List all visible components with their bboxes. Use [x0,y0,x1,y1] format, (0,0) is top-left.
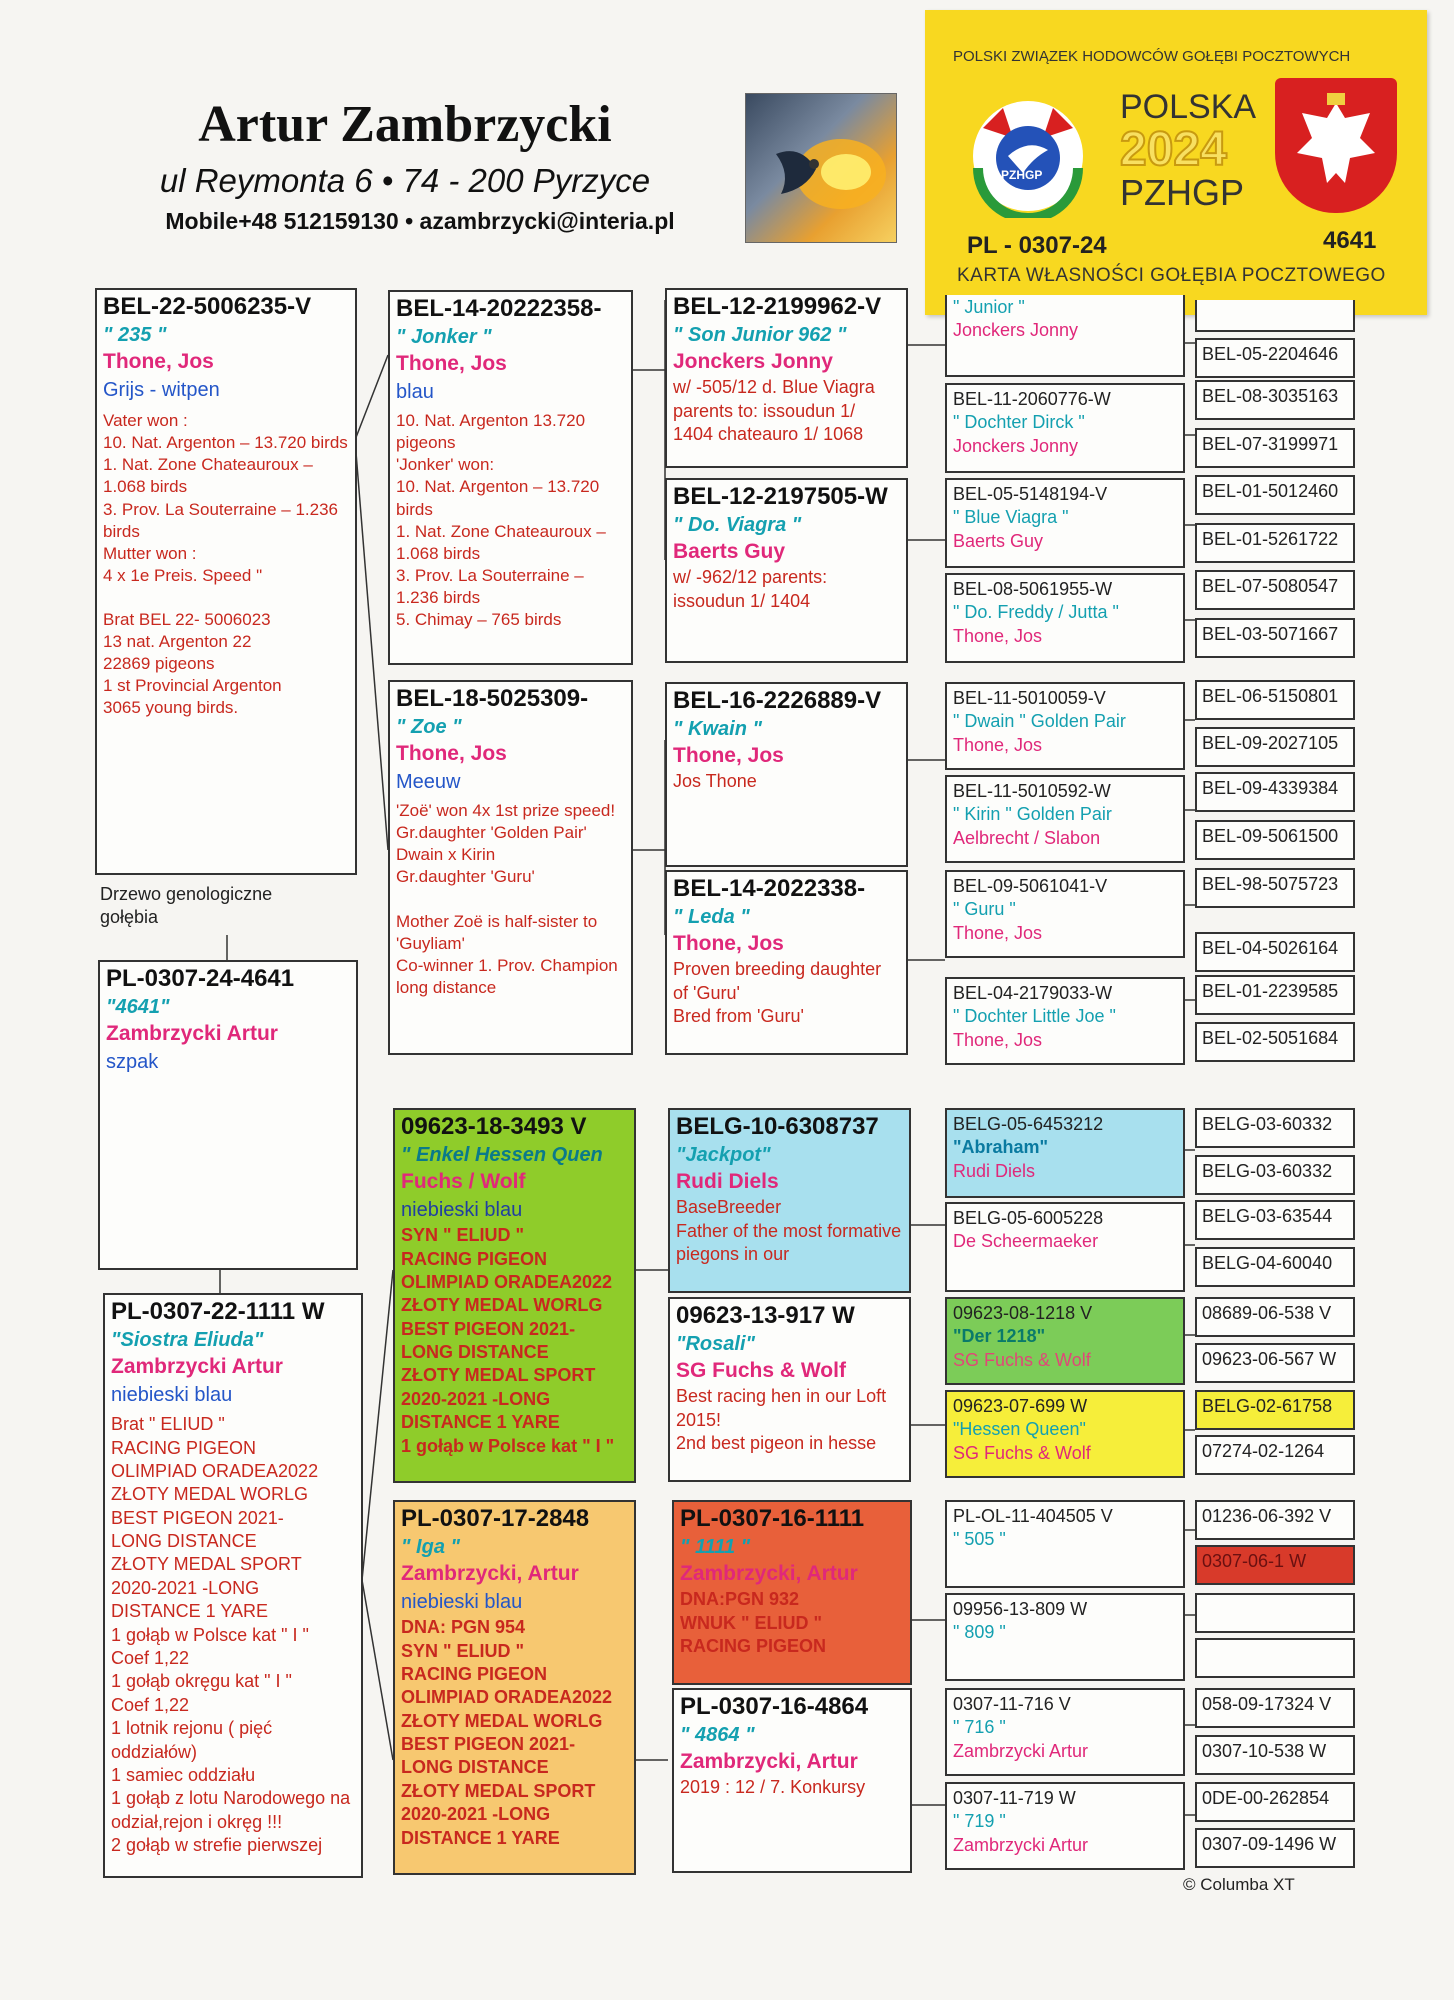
g4-cell-13[interactable]: BEL-04-5026164 [1195,932,1355,972]
ggp-owner: Jonckers Jonny [673,349,833,373]
g4-cell-9[interactable]: BEL-09-2027105 [1195,727,1355,767]
ggp-notes: DNA:PGN 932 WNUK " ELIUD " RACING PIGEON [680,1589,827,1656]
g3-name: " 809 " [953,1622,1006,1643]
ggp-name: " Do. Viagra " [673,513,802,536]
g4-cell-1[interactable]: BEL-05-2204646 [1195,338,1355,378]
g3-ring: 09956-13-809 W [953,1599,1088,1619]
ggp-card-6[interactable] [672,1500,912,1685]
g3-card-10[interactable] [945,1297,1185,1385]
g3-ring: BEL-11-2060776-W [953,389,1111,409]
g3-name: "Hessen Queen" [953,1419,1086,1440]
g3-owner: SG Fuchs & Wolf [953,1442,1091,1463]
g3-owner: Thone, Jos [953,734,1043,755]
ggp-owner: Zambrzycki, Artur [680,1561,858,1585]
card-org: POLSKI ZWIĄZEK HODOWCÓW GOŁĘBI POCZTOWYCH [953,48,1351,65]
gp-color: blau [396,381,434,404]
g4-cell-18[interactable]: BELG-03-63544 [1195,1200,1355,1240]
ggp-owner: Thone, Jos [673,931,784,955]
dam-name: "Siostra Eliuda" [111,1328,264,1351]
g4-cell-3[interactable]: BEL-07-3199971 [1195,428,1355,468]
gp-card-3[interactable] [393,1500,636,1875]
g3-owner: Baerts Guy [953,530,1044,551]
card-pzhgp: PZHGP [1120,172,1245,213]
gp-ring: BEL-14-20222358- [396,295,602,322]
subject-owner: Zambrzycki Artur [106,1021,278,1045]
g4-cell-20[interactable]: 08689-06-538 V [1195,1297,1355,1337]
g3-owner: Jonckers Jonny [953,320,1079,341]
gp-name: " Zoe " [396,715,462,738]
ggp-notes: Proven breeding daughter of 'Guru' Bred from 'Guru' [673,959,882,1026]
g3-name: " 505 " [953,1529,1006,1550]
ggp-owner: Thone, Jos [673,743,784,767]
g3-card-15[interactable] [945,1782,1185,1870]
sire-card[interactable] [95,288,357,875]
card-footer: KARTA WŁASNOŚCI GOŁĘBIA POCZTOWEGO [957,265,1386,286]
g4-cell-17[interactable]: BELG-03-60332 [1195,1155,1355,1195]
ggp-notes: w/ -505/12 d. Blue Viagra parents to: issoudun 1/ 1404 chateauro 1/ 1068 [673,377,875,444]
g3-card-12[interactable] [945,1500,1185,1588]
sire-name: " 235 " [103,323,167,346]
g3-owner: De Scheermaeker [953,1231,1099,1252]
ggp-card-0[interactable] [665,288,908,468]
g3-ring: BELG-05-6453212 [953,1114,1104,1134]
g4-cell-26[interactable] [1195,1593,1355,1633]
g4-cell-22[interactable]: BELG-02-61758 [1195,1390,1355,1430]
g4-cell-31[interactable]: 0307-09-1496 W [1195,1828,1355,1868]
ggp-ring: BELG-10-6308737 [676,1113,879,1140]
g3-name: " Dochter Little Joe " [953,1006,1116,1027]
ggp-ring: PL-0307-16-1111 [680,1505,865,1532]
g4-cell-29[interactable]: 0307-10-538 W [1195,1735,1355,1775]
breeder-address: ul Reymonta 6 • 74 - 200 Pyrzyce [159,162,651,199]
gp-card-1[interactable] [388,680,633,1055]
sire-ring: BEL-22-5006235-V [103,293,312,320]
g3-name: "Der 1218" [953,1326,1046,1347]
ownership-card [925,10,1427,315]
g3-owner: Rudi Diels [953,1160,1036,1181]
breeder-contact: Mobile+48 512159130 • azambrzycki@interia.pl [165,208,675,234]
g4-cell-16[interactable]: BELG-03-60332 [1195,1108,1355,1148]
g3-name: " 719 " [953,1811,1006,1832]
gp-color: niebieski blau [401,1591,523,1614]
ggp-owner: Zambrzycki, Artur [680,1749,858,1773]
g4-cell-11[interactable]: BEL-09-5061500 [1195,820,1355,860]
g4-cell-8[interactable]: BEL-06-5150801 [1195,680,1355,720]
g4-cell-5[interactable]: BEL-01-5261722 [1195,523,1355,563]
g4-cell-6[interactable]: BEL-07-5080547 [1195,570,1355,610]
ggp-name: " Leda " [673,905,750,928]
ggp-notes: 2019 : 12 / 7. Konkursy [680,1777,866,1798]
card-country: POLSKA [1120,88,1257,126]
g3-card-6[interactable] [945,870,1185,958]
ggp-notes: BaseBreeder Father of the most formative piegons in our [676,1197,902,1264]
g3-name: " 716 " [953,1717,1006,1738]
sire-owner: Thone, Jos [103,349,214,373]
dam-color: niebieski blau [111,1384,233,1407]
ggp-card-4[interactable] [668,1108,911,1293]
gp-owner: Thone, Jos [396,741,507,765]
g3-card-7[interactable] [945,977,1185,1065]
ggp-ring: PL-0307-16-4864 [680,1693,869,1720]
pzhgp-logo-icon [963,88,1093,218]
g3-ring: 0307-11-719 W [953,1788,1076,1808]
g3-card-5[interactable] [945,775,1185,863]
g4-cell-28[interactable]: 058-09-17324 V [1195,1688,1355,1728]
g4-cell-21[interactable]: 09623-06-567 W [1195,1343,1355,1383]
dam-ring: PL-0307-22-1111 W [111,1298,325,1325]
g3-name: " Blue Viagra " [953,507,1069,528]
g4-cell-25[interactable]: 0307-06-1 W [1195,1545,1355,1585]
ggp-notes: Jos Thone [673,771,757,792]
eagle-icon [1275,78,1397,213]
g3-ring: BEL-11-5010059-V [953,688,1106,708]
pigeon-photo [745,93,897,243]
ggp-name: " 4864 " [680,1723,755,1746]
gp-color: niebieski blau [401,1199,523,1222]
gp-notes: DNA: PGN 954 SYN " ELIUD " RACING PIGEON OLIMPIAD ORADEA2022 ZŁOTY MEDAL WORLG BEST PIGEON 2021- LONG DISTANCE ZŁOTY MEDAL SPORT 2020-2021 -LONG DISTANCE 1 YARE [401,1617,613,1848]
ggp-card-3[interactable] [665,870,908,1055]
g3-owner: Jonckers Jonny [953,435,1079,456]
g3-card-14[interactable] [945,1688,1185,1776]
g4-cell-15[interactable]: BEL-02-5051684 [1195,1022,1355,1062]
g3-ring: BEL-11-5010592-W [953,781,1111,801]
g3-ring: BEL-04-2179033-W [953,983,1113,1003]
g3-card-0[interactable] [945,295,1185,377]
g3-owner: Zambrzycki Artur [953,1740,1089,1761]
ggp-owner: SG Fuchs & Wolf [676,1358,846,1382]
g3-card-4[interactable] [945,682,1185,770]
g3-name: "Abraham" [953,1137,1049,1158]
gp-notes: SYN " ELIUD " RACING PIGEON OLIMPIAD ORADEA2022 ZŁOTY MEDAL WORLG BEST PIGEON 2021- LONG DISTANCE ZŁOTY MEDAL SPORT 2020-2021 -LONG DISTANCE 1 YARE 1 gołąb w Polsce kat " I " [401,1225,615,1456]
g3-name: " Guru " [953,899,1016,920]
g4-cell-24[interactable]: 01236-06-392 V [1195,1500,1355,1540]
gp-owner: Fuchs / Wolf [401,1169,526,1193]
g4-cell-23[interactable]: 07274-02-1264 [1195,1435,1355,1475]
ggp-card-5[interactable] [668,1297,911,1482]
g3-owner: Aelbrecht / Slabon [953,827,1101,848]
subject-ring: PL-0307-24-4641 [106,965,295,992]
dam-notes: Brat " ELIUD " RACING PIGEON OLIMPIAD ORADEA2022 ZŁOTY MEDAL WORLG BEST PIGEON 2021- LONG DISTANCE ZŁOTY MEDAL SPORT 2020-2021 -LONG DISTANCE 1 YARE 1 gołąb w Polsce kat " I " Coef 1,22 1 gołąb okręgu kat " I " Coef 1,22 1 lotnik rejonu ( pięć oddziałów) 1 samiec oddziału 1 gołąb z lotu Narodowego na odział,rejon i okręg !!! 2 gołąb w strefie pierwszej [111,1414,351,1856]
gp-owner: Thone, Jos [396,351,507,375]
g4-cell-14[interactable]: BEL-01-2239585 [1195,975,1355,1015]
g3-card-2[interactable] [945,478,1185,568]
g3-owner: SG Fuchs & Wolf [953,1349,1091,1370]
ggp-owner: Baerts Guy [673,539,786,563]
g3-ring: BELG-05-6005228 [953,1208,1104,1228]
dam-owner: Zambrzycki Artur [111,1354,283,1378]
gp-name: " Jonker " [396,325,492,348]
g4-cell-7[interactable]: BEL-03-5071667 [1195,618,1355,658]
dam-card[interactable] [103,1293,363,1878]
g4-cell-30[interactable]: 0DE-00-262854 [1195,1782,1355,1822]
g3-ring: PL-OL-11-404505 V [953,1506,1113,1526]
g3-card-3[interactable] [945,573,1185,663]
ggp-ring: 09623-13-917 W [676,1302,855,1329]
pigeon-flame-icon [746,94,896,242]
g4-cell-2[interactable]: BEL-08-3035163 [1195,380,1355,420]
g3-name: " Do. Freddy / Jutta " [953,602,1119,623]
g3-card-8[interactable] [945,1108,1185,1198]
gp-ring: PL-0307-17-2848 [401,1505,590,1532]
ggp-name: " Son Junior 962 " [673,323,847,346]
g4-cell-19[interactable]: BELG-04-60040 [1195,1247,1355,1287]
g4-cell-27[interactable] [1195,1638,1355,1678]
ggp-name: " 1111 " [680,1535,751,1558]
g3-owner: Thone, Jos [953,1029,1043,1050]
g3-ring: BEL-08-5061955-W [953,579,1113,599]
ggp-card-7[interactable] [672,1688,912,1873]
g3-card-9[interactable] [945,1202,1185,1292]
g4-cell-0[interactable] [1195,300,1355,332]
g3-ring: 09623-07-699 W [953,1396,1088,1416]
breeder-name: Artur Zambrzycki [198,96,612,153]
ggp-ring: BEL-12-2197505-W [673,483,888,510]
g3-card-13[interactable] [945,1593,1185,1681]
sire-notes: Vater won : 10. Nat. Argenton – 13.720 birds 1. Nat. Zone Chateauroux – 1.068 birds 3. Prov. La Souterraine – 1.236 birds Mutter won : 4 x 1e Preis. Speed " Brat BEL 22- 5006023 13 nat. Argenton 22 22869 pigeons 1 st Provincial Argenton 3065 young birds. [103,411,348,718]
ggp-owner: Rudi Diels [676,1169,779,1193]
pzhgp-logo [963,88,1093,218]
logo-text: PZHGP [1001,168,1043,182]
gp-name: " Iga " [401,1535,460,1558]
g3-card-11[interactable] [945,1390,1185,1478]
g3-ring: BEL-05-5148194-V [953,484,1108,504]
ggp-notes: Best racing hen in our Loft 2015! 2nd best pigeon in hesse [676,1386,887,1453]
gp-name: " Enkel Hessen Quen [401,1143,603,1166]
g3-name: " Kirin " Golden Pair [953,804,1112,825]
ggp-ring: BEL-14-2022338- [673,875,866,902]
g3-name: " Dwain " Golden Pair [953,711,1126,732]
gp-owner: Zambrzycki, Artur [401,1561,579,1585]
ggp-name: " Kwain " [673,717,762,740]
g3-owner: Zambrzycki Artur [953,1834,1089,1855]
ggp-name: "Jackpot" [676,1143,771,1166]
g4-cell-10[interactable]: BEL-09-4339384 [1195,772,1355,812]
g3-owner: Thone, Jos [953,922,1043,943]
g3-name: " Junior " [953,297,1025,317]
g3-owner: Thone, Jos [953,625,1043,646]
card-ring: PL - 0307-24 [967,232,1107,259]
g3-ring: 09623-08-1218 V [953,1303,1093,1323]
gp-ring: BEL-18-5025309- [396,685,589,712]
card-number: 4641 [1323,227,1377,254]
gp-notes: 'Zoë' won 4x 1st prize speed! Gr.daughter 'Golden Pair' Dwain x Kirin Gr.daughter 'Guru' Mother Zoë is half-sister to 'Guyliam' Co-winner 1. Prov. Champion long distance [396,801,618,997]
g3-ring: BEL-09-5061041-V [953,876,1108,896]
ggp-name: "Rosali" [676,1332,755,1355]
ggp-ring: BEL-16-2226889-V [673,687,882,714]
card-year: 2024 [1120,123,1227,176]
subject-color: szpak [106,1051,159,1074]
subject-card[interactable] [98,960,358,1270]
ggp-card-1[interactable] [665,478,908,663]
gp-ring: 09623-18-3493 V [401,1113,587,1140]
g3-ring: 0307-11-716 V [953,1694,1071,1714]
g3-card-1[interactable] [945,383,1185,473]
polish-eagle-emblem [1275,78,1397,213]
ggp-ring: BEL-12-2199962-V [673,293,882,320]
gp-notes: 10. Nat. Argenton 13.720 pigeons 'Jonker' won: 10. Nat. Argenton – 13.720 birds 1. Nat. Zone Chateauroux – 1.068 birds 3. Prov. La Souterraine – 1.236 birds 5. Chimay – 765 birds [396,411,606,629]
subject-name: "4641" [106,995,170,1018]
g4-cell-12[interactable]: BEL-98-5075723 [1195,868,1355,908]
g4-cell-4[interactable]: BEL-01-5012460 [1195,475,1355,515]
tree-label: Drzewo genologiczne gołębia [100,884,273,928]
g3-name: " Dochter Dirck " [953,412,1085,433]
sire-color: Grijs - witpen [103,379,220,402]
gp-card-2[interactable] [393,1108,636,1483]
gp-color: Meeuw [396,771,461,794]
ggp-notes: w/ -962/12 parents: issoudun 1/ 1404 [673,567,828,611]
gp-card-0[interactable] [388,290,633,665]
footer-credit: © Columba XT [1183,1875,1295,1894]
ggp-card-2[interactable] [665,682,908,867]
